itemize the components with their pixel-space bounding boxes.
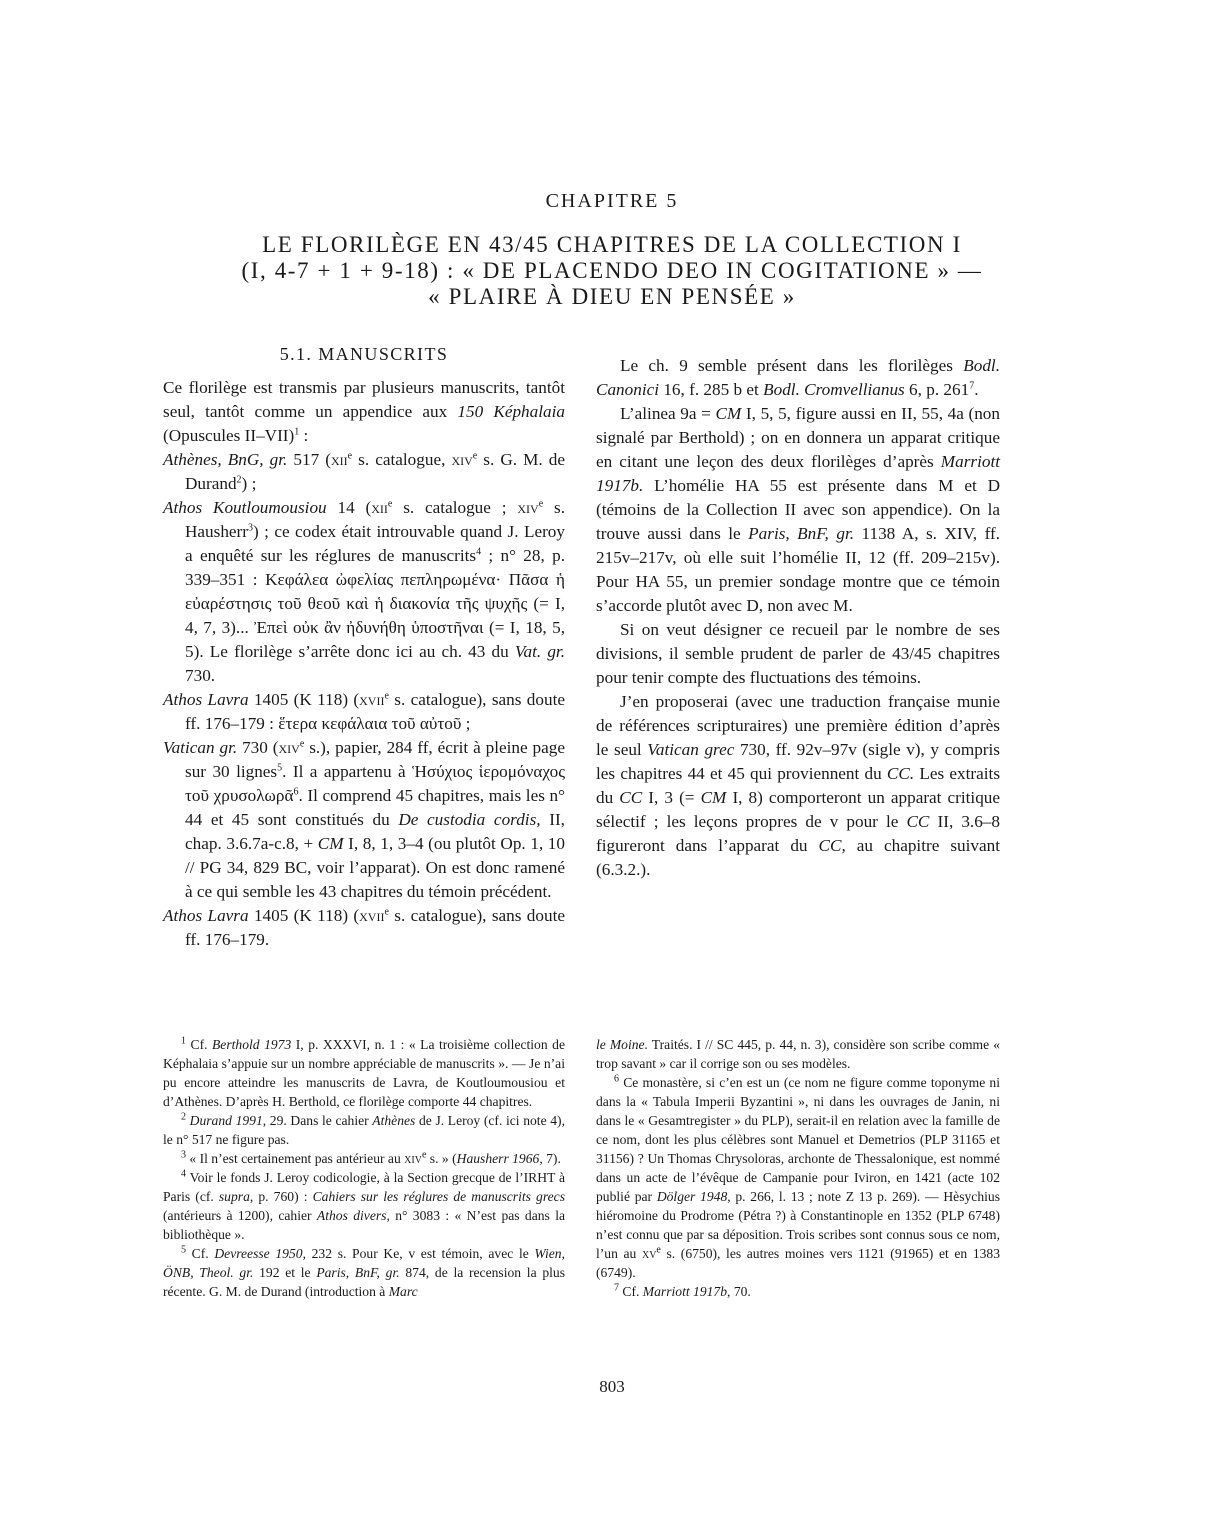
- body-paragraph: Le ch. 9 semble présent dans les florilèges Bodl. Canonici 16, f. 285 b et Bodl. Cromvellianus 6, p. $261^7$.: [596, 356, 1000, 399]
- section-title: 5.1. MANUSCRITS: [279, 344, 449, 364]
- footnote: $^2$ Durand 1991, 29. Dans le cahier Athènes de J. Leroy (cf. ici note 4), le n° 517 ne figure pas.: [163, 1111, 565, 1147]
- footnotes-right: [596, 1035, 1000, 1301]
- manuscript-entry: Athos Lavra 1405 (K 118) (xvii$^e$ s. catalogue), sans doute ff. 176–179 : ἕτερα κεφάλαια τοῦ αὐτοῦ ;: [163, 690, 565, 733]
- manuscript-entry: Athos Koutloumousiou 14 (xii$^e$ s. catalogue ; xiv$^e$ s. Hausherr$^3$) ; ce codex était introuvable quand J. Leroy a enquêté sur les réglures de manuscrits$^4$ ; n° 28, p. 339–351 : Κεφάλεα ὠφελίας πεπληρωμένα· Πᾶσα ἡ εὐαρέστησις τοῦ θεοῦ καὶ ἡ διακονία τῆς ψυχῆς (= I, 4, 7, 3)... Ἐπεὶ οὐκ ἂν ἠδυνήθη ὑποστῆναι (= I, 18, 5, 5). Le florilège s’arrête donc ici au ch. 43 du Vat. gr. 730.: [163, 498, 565, 685]
- body-paragraph: L’alinea 9a = CM I, 5, 5, figure aussi en II, 55, 4a (non signalé par Berthold) ; on en donnera un apparat critique en citant une leçon des deux florilèges d’après Marriott 1917b. L’homélie HA 55 est présente dans M et D (témoins de la Collection II avec son appendice). On la trouve aussi dans le Paris, BnF, gr. 1138 A, s. XIV, ff. 215v–217v, où elle suit l’homélie II, 12 (ff. 209–215v). Pour HA 55, un premier sondage montre que ce témoin s’accorde plutôt avec D, non avec M.: [596, 404, 1001, 615]
- footnote-continuation: le Moine. Traités. I // SC 445, p. 44, n. 3), considère son scribe comme « trop savant » car il corrige son ou ses modèles.: [596, 1037, 1000, 1071]
- footnote: $^7$ Cf. Marriott 1917b, 70.: [614, 1282, 751, 1299]
- footnote: $^5$ Cf. Devreesse 1950, 232 s. Pour Ke, v est témoin, avec le Wien, ÖNB, Theol. gr. 192 et le Paris, BnF, gr. 874, de la recension la plus récente. G. M. de Durand (introduction à Marc: [163, 1244, 566, 1299]
- chapter-title-line: LE FLORILÈGE EN 43/45 CHAPITRES DE LA COLLECTION I: [262, 232, 962, 257]
- footnote: $^6$ Ce monastère, si c’en est un (ce nom ne figure comme toponyme ni dans la « Tabula Imperii Byzantini », ni dans les ouvrages de Janin, ni dans le « Gesamtregister » du PLP), serait-il en relation avec la famille de ce nom, dont les plus célèbres sont Manuel et Demetrios (PLP 31165 et 31156) ? Un Thomas Chrysoloras, archonte de Thessalonique, est nommé dans un acte de l’évêque de Campanie pour Iviron, en 1421 (acte 102 publié par Dölger 1948, p. 266, l. 13 ; note Z 13 p. 269). — Hèsychius hiéromoine du Prodrome (Pétra ?) à Constantinople en 1352 (PLP 6748) n’est connu que par sa déposition. Trois scribes sont connus sous ce nom, l’un au $xv^e$ s. (6750), les autres moines vers 1121 (91965) et en 1383 (6749).: [596, 1073, 1001, 1280]
- body-paragraph: J’en proposerai (avec une traduction française munie de références scripturaires) une première édition d’après le seul Vatican grec 730, ff. 92v–97v (sigle v), y compris les chapitres 44 et 45 qui proviennent du CC. Les extraits du CC I, 3 (= CM I, 8) comporteront un apparat critique sélectif ; les leçons propres de v pour le CC II, 3.6–8 figureront dans l’apparat du CC, au chapitre suivant (6.3.2.).: [596, 692, 1001, 879]
- manuscript-entry: Athènes, BnG, gr. 517 (xii$^e$ s. catalogue, xiv$^e$ s. G. M. de Durand$^2$) ;: [163, 450, 566, 493]
- intro-paragraph: Ce florilège est transmis par plusieurs manuscrits, tantôt seul, tantôt comme un appendice aux 150 Képhalaia (Opuscules II–VII)$^1$ :: [163, 378, 565, 445]
- chapter-title: [100, 232, 1124, 310]
- chapter-title-line: (I, 4-7 + 1 + 9-18) : « DE PLACENDO DEO IN COGITATIONE » —: [241, 258, 983, 283]
- footnote: $^3$ « Il n’est certainement pas antérieur au xiv$^e$ s. » (Hausherr 1966, 7).: [181, 1149, 561, 1166]
- chapter-label: CHAPITRE 5: [545, 190, 679, 212]
- manuscript-entry: Vatican gr. 730 (xiv$^e$ s.), papier, 284 ff, écrit à pleine page sur 30 lignes$^5$. Il a appartenu à Ἡσύχιος ἱερομόναχος τοῦ χρυσολωρᾶ$^6$. Il comprend 45 chapitres, mais les n° 44 et 45 sont constitués du De custodia cordis, II, chap. 3.6.7a-c.8, + CM I, 8, 1, 3–4 (ou plutôt Op. 1, 10 // PG 34, 829 BC, voir l’apparat). On est donc ramené à ce qui semble les 43 chapitres du témoin précédent.: [163, 738, 565, 901]
- footnotes-left: [163, 1035, 565, 1301]
- left-column: [163, 342, 565, 952]
- chapter-title-line: « PLAIRE À DIEU EN PENSÉE »: [428, 284, 796, 309]
- footnote: $^4$ Voir le fonds J. Leroy codicologie, à la Section grecque de l’IRHT à Paris (cf. supra, p. 760) : Cahiers sur les réglures de manuscrits grecs (antérieurs à 1200), cahier Athos divers, n° 3083 : « N’est pas dans la bibliothèque ».: [163, 1168, 566, 1242]
- page-number: 803: [599, 1377, 625, 1396]
- right-column: [596, 354, 1000, 882]
- footnote: $^1$ Cf. Berthold 1973 I, p. XXXVI, n. 1 : « La troisième collection de Képhalaia s’appuie sur un nombre appréciable de manuscrits ». — Je n’ai pu encore atteindre les manuscrits de Lavra, de Koutloumousiou et d’Athènes. D’après H. Berthold, ce florilège comporte 44 chapitres.: [163, 1035, 565, 1109]
- manuscript-entry: Athos Lavra 1405 (K 118) (xvii$^e$ s. catalogue), sans doute ff. 176–179.: [163, 906, 565, 949]
- body-paragraph: Si on veut désigner ce recueil par le nombre de ses divisions, il semble prudent de parler de 43/45 chapitres pour tenir compte des fluctuations des témoins.: [596, 620, 1000, 687]
